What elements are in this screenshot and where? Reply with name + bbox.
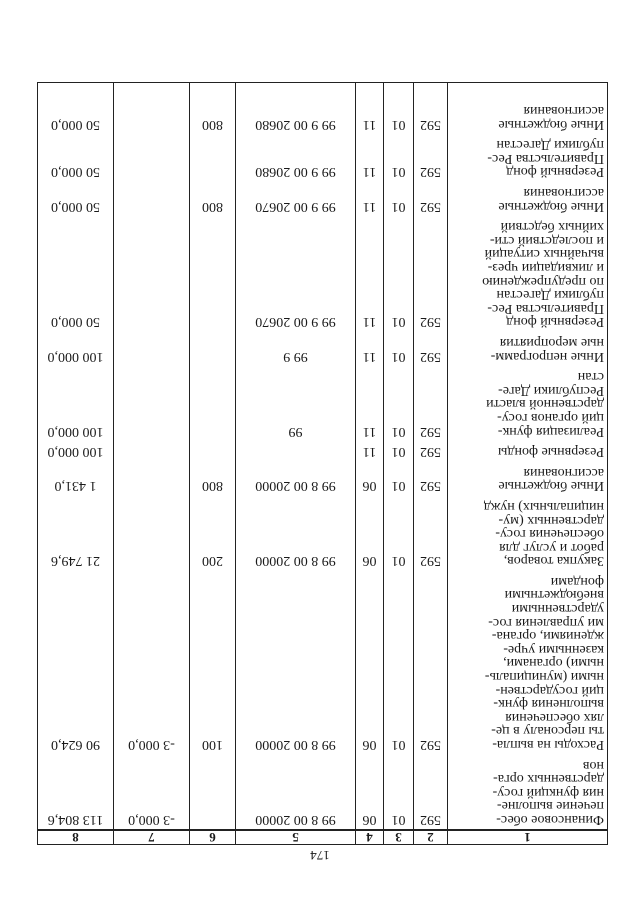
expense-type-code	[190, 441, 236, 462]
item-name: Иные бюджетные ассигнования	[448, 461, 608, 495]
amount-total: 1 431,0	[38, 461, 114, 495]
column-header: 3	[384, 830, 414, 845]
subsection-code: 11	[356, 83, 384, 134]
amount-change	[114, 495, 190, 570]
target-article-code: 99 8 00 20000	[236, 495, 356, 570]
item-name: Резервные фонды	[448, 441, 608, 462]
ministry-code: 592	[414, 83, 448, 134]
amount-total: 50 000,0	[38, 181, 114, 215]
target-article-code: 99 8 00 20000	[236, 754, 356, 830]
section-code: 01	[384, 331, 414, 365]
amount-change	[114, 134, 190, 182]
amount-total: 100 000,0	[38, 331, 114, 365]
section-code: 01	[384, 461, 414, 495]
subsection-code: 06	[356, 495, 384, 570]
item-name: Реализация функ- ций органов госу- дарственной власти Республики Даге- стан	[448, 366, 608, 441]
subsection-code: 11	[356, 331, 384, 365]
section-code: 01	[384, 441, 414, 462]
column-header: 4	[356, 830, 384, 845]
table-row	[38, 134, 608, 182]
amount-change	[114, 331, 190, 365]
table-row	[38, 83, 608, 134]
item-name: Резервный фонд Правительства Рес- публики Дагестан по предупреждению и ликвидации чрез- вычайных ситуаций и последствий сти- хийных бедствий	[448, 216, 608, 332]
ministry-code: 592	[414, 181, 448, 215]
section-code: 01	[384, 495, 414, 570]
column-header: 6	[190, 830, 236, 845]
table-row	[38, 461, 608, 495]
expense-type-code: 800	[190, 461, 236, 495]
amount-change	[114, 461, 190, 495]
subsection-code: 11	[356, 441, 384, 462]
budget-table	[37, 83, 608, 846]
amount-total: 50 000,0	[38, 134, 114, 182]
item-name: Иные бюджетные ассигнования	[448, 181, 608, 215]
ministry-code: 592	[414, 495, 448, 570]
table-row	[38, 366, 608, 441]
subsection-code: 06	[356, 461, 384, 495]
table-row	[38, 495, 608, 570]
item-name: Иные непрограмм- ные мероприятия	[448, 331, 608, 365]
amount-total: 50 000,0	[38, 216, 114, 332]
target-article-code: 99 9 00 20680	[236, 134, 356, 182]
item-name: Расходы на выпла- ты персоналу в це- лях обеспечения выполнения функ- ций государствен- ными (муниципаль- ными) органами, казенными учре- ждениями, органа- ми управления гос- ударственными внебюджетными фондами	[448, 570, 608, 754]
expense-type-code: 100	[190, 570, 236, 754]
expense-type-code	[190, 754, 236, 830]
expense-type-code	[190, 366, 236, 441]
target-article-code: 99 9 00 20670	[236, 181, 356, 215]
table-row	[38, 181, 608, 215]
table-row	[38, 754, 608, 830]
amount-change: -3 000,0	[114, 754, 190, 830]
amount-change	[114, 441, 190, 462]
target-article-code	[236, 441, 356, 462]
subsection-code: 11	[356, 216, 384, 332]
ministry-code: 592	[414, 441, 448, 462]
column-header: 5	[236, 830, 356, 845]
expense-type-code	[190, 134, 236, 182]
target-article-code: 99 9	[236, 331, 356, 365]
column-header: 7	[114, 830, 190, 845]
expense-type-code	[190, 331, 236, 365]
target-article-code: 99 9 00 20680	[236, 83, 356, 134]
subsection-code: 11	[356, 134, 384, 182]
item-name: Резервный фонд Правительства Рес- публики Дагестан	[448, 134, 608, 182]
item-name: Финансовое обес- печение выполне- ния функций госу- дарственных орга- нов	[448, 754, 608, 830]
subsection-code: 11	[356, 366, 384, 441]
ministry-code: 592	[414, 216, 448, 332]
ministry-code: 592	[414, 134, 448, 182]
target-article-code: 99 8 00 20000	[236, 570, 356, 754]
amount-total: 21 749,6	[38, 495, 114, 570]
target-article-code: 99	[236, 366, 356, 441]
table-header-row	[38, 830, 608, 845]
amount-total: 50 000,0	[38, 83, 114, 134]
ministry-code: 592	[414, 366, 448, 441]
ministry-code: 592	[414, 570, 448, 754]
item-name: Закупка товаров, работ и услуг для обеспечения госу- дарственных (му- ниципальных) нужд	[448, 495, 608, 570]
ministry-code: 592	[414, 754, 448, 830]
amount-change	[114, 181, 190, 215]
section-code: 01	[384, 181, 414, 215]
column-header: 1	[448, 830, 608, 845]
expense-type-code	[190, 216, 236, 332]
amount-change	[114, 366, 190, 441]
item-name: Иные бюджетные ассигнования	[448, 83, 608, 134]
amount-total: 100 000,0	[38, 441, 114, 462]
section-code: 01	[384, 83, 414, 134]
ministry-code: 592	[414, 331, 448, 365]
amount-change: -3 000,0	[114, 570, 190, 754]
section-code: 01	[384, 134, 414, 182]
table-row	[38, 570, 608, 754]
amount-change	[114, 216, 190, 332]
target-article-code: 99 9 00 20670	[236, 216, 356, 332]
page-number: 174	[310, 848, 330, 863]
column-header: 2	[414, 830, 448, 845]
section-code: 01	[384, 754, 414, 830]
expense-type-code: 800	[190, 181, 236, 215]
table-row	[38, 216, 608, 332]
amount-total: 90 624,0	[38, 570, 114, 754]
column-header: 8	[38, 830, 114, 845]
amount-change	[114, 83, 190, 134]
section-code: 01	[384, 366, 414, 441]
table-row	[38, 331, 608, 365]
ministry-code: 592	[414, 461, 448, 495]
amount-total: 113 804,6	[38, 754, 114, 830]
table-row	[38, 441, 608, 462]
section-code: 01	[384, 570, 414, 754]
subsection-code: 11	[356, 181, 384, 215]
expense-type-code: 800	[190, 83, 236, 134]
section-code: 01	[384, 216, 414, 332]
subsection-code: 06	[356, 754, 384, 830]
subsection-code: 06	[356, 570, 384, 754]
target-article-code: 99 8 00 20000	[236, 461, 356, 495]
amount-total: 100 000,0	[38, 366, 114, 441]
expense-type-code: 200	[190, 495, 236, 570]
